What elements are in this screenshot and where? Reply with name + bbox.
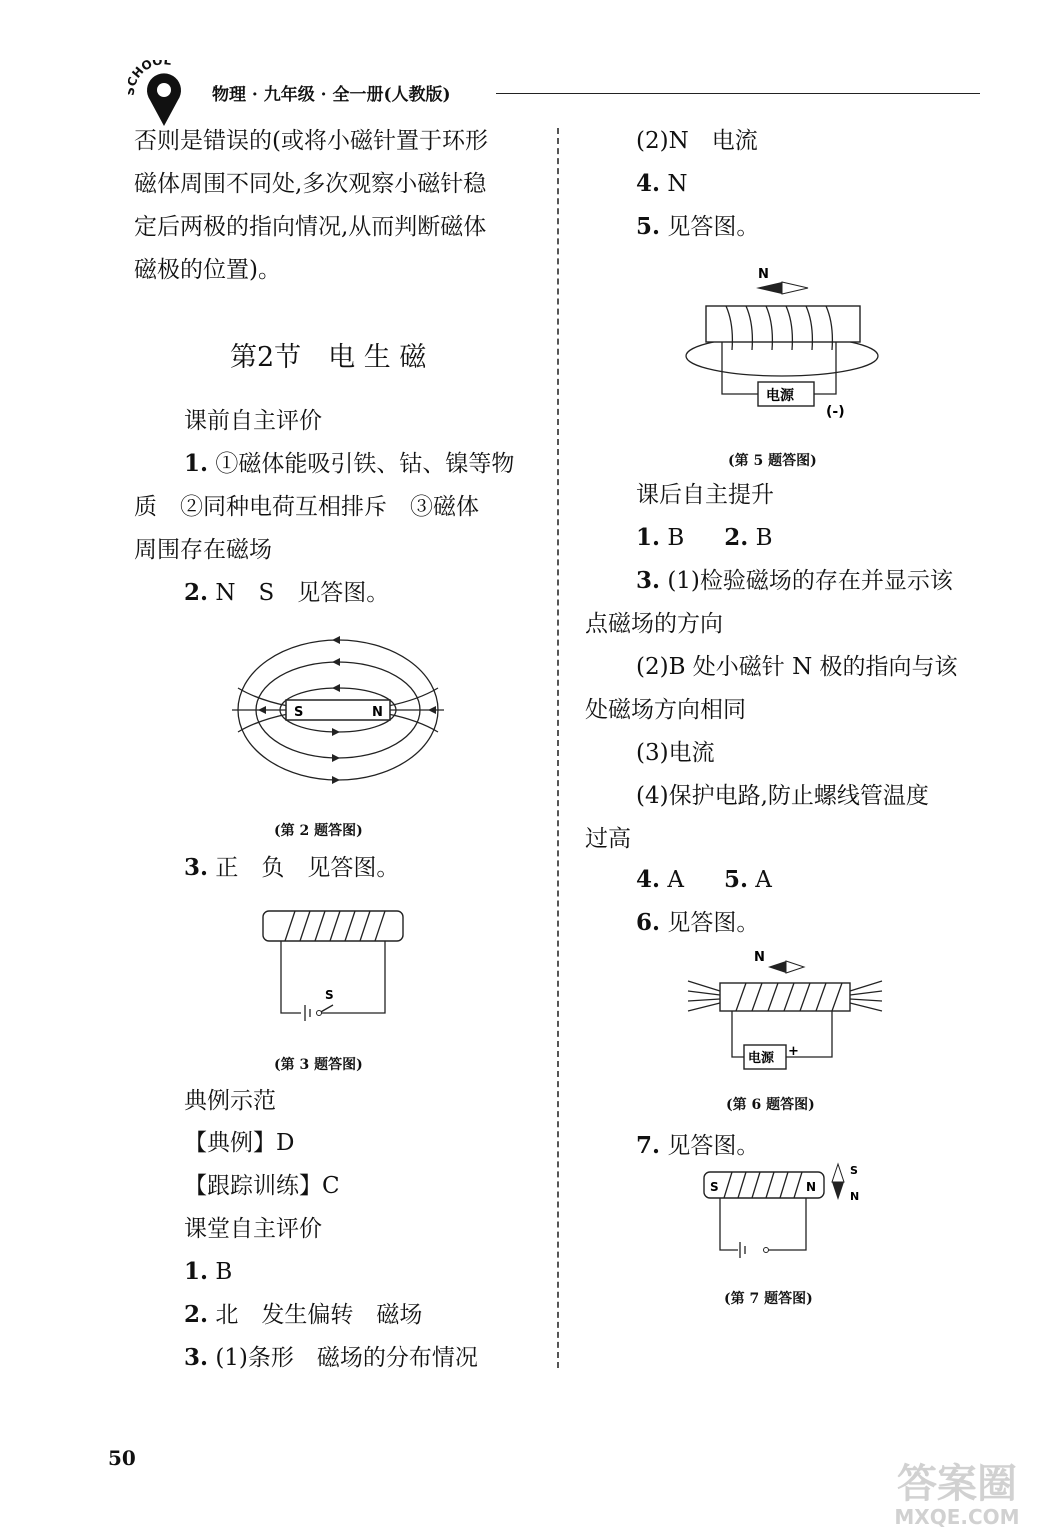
- page-number: 50: [108, 1446, 136, 1470]
- section-title: 第2节 电 生 磁: [230, 342, 427, 373]
- fig5-source-label: 电源: [766, 388, 794, 404]
- fig5-minus-label: (-): [826, 404, 845, 420]
- p3-line-4: 处磁场方向相同: [585, 697, 746, 723]
- fig6-source-label: 电源: [748, 1051, 775, 1066]
- fig6-n-label: N: [754, 950, 765, 965]
- class-eval-heading: 课堂自主评价: [184, 1216, 322, 1242]
- example-heading: 典例示范: [184, 1088, 276, 1114]
- logo-text: HOOL: [129, 60, 173, 81]
- p3-line-5: (3)电流: [636, 740, 715, 766]
- p3-line-2: 点磁场的方向: [585, 611, 723, 637]
- p3-line-1: 3. (1)检验磁场的存在并显示该: [636, 567, 953, 594]
- c3-line: 3. (1)条形 磁场的分布情况: [184, 1344, 478, 1371]
- c1-line: 1. B: [184, 1258, 233, 1285]
- example-answer: 【典例】D: [184, 1130, 295, 1156]
- r5-line: 5. 见答图。: [636, 213, 760, 240]
- fig7-caption: (第 7 题答图): [724, 1291, 813, 1307]
- q1-line-2: 质 ②同种电荷互相排斥 ③磁体: [134, 494, 479, 520]
- school-logo: [128, 60, 198, 130]
- location-pin-icon: [128, 60, 198, 130]
- watermark-bottom: MXQE.COM: [894, 1505, 1020, 1529]
- header-title: 物理 · 九年级 · 全一册(人教版): [212, 85, 451, 105]
- p3-line-3: (2)B 处小磁针 N 极的指向与该: [636, 654, 958, 680]
- p3-line-7: 过高: [585, 826, 631, 852]
- fig5-caption: (第 5 题答图): [728, 453, 817, 469]
- c2-line: 2. 北 发生偏转 磁场: [184, 1301, 423, 1328]
- p45-line: 4. A 5. A: [636, 866, 772, 893]
- fig3-caption: (第 3 题答图): [274, 1057, 363, 1073]
- fig7-s-label: S: [710, 1180, 719, 1194]
- fig7-needle-s: S: [850, 1164, 858, 1177]
- watermark: [872, 1462, 1042, 1532]
- fig7-solenoid-diagram: [700, 1160, 880, 1260]
- fig6-plus-label: +: [788, 1044, 799, 1059]
- tracking-answer: 【跟踪训练】C: [184, 1173, 340, 1199]
- watermark-top: 答案圈: [897, 1460, 1017, 1507]
- left-para-line-4: 磁极的位置)。: [134, 257, 281, 283]
- column-divider: [557, 128, 559, 1368]
- left-para-line-3: 定后两极的指向情况,从而判断磁体: [134, 214, 487, 240]
- fig6-solenoid-diagram: [686, 945, 886, 1075]
- p3-line-6: (4)保护电路,防止螺线管温度: [636, 783, 929, 809]
- fig3-switch-label: S: [325, 988, 334, 1002]
- fig2-bar-magnet-diagram: [228, 630, 448, 810]
- fig5-solenoid-diagram: [682, 262, 882, 422]
- post-eval-heading: 课后自主提升: [636, 482, 774, 508]
- fig2-n-label: N: [372, 705, 383, 720]
- fig7-needle-n: N: [850, 1190, 860, 1203]
- fig6-caption: (第 6 题答图): [726, 1097, 815, 1113]
- fig2-caption: (第 2 题答图): [274, 823, 363, 839]
- fig5-needle-north: [756, 282, 782, 294]
- fig2-s-label: S: [294, 705, 304, 720]
- fig5-n-label: N: [758, 267, 769, 282]
- left-para-line-1: 否则是错误的(或将小磁针置于环形: [134, 128, 488, 154]
- r4-line: 4. N: [636, 170, 688, 197]
- q3-line: 3. 正 负 见答图。: [184, 854, 400, 881]
- q1-line-1: 1. ①磁体能吸引铁、钴、镍等物: [184, 450, 515, 477]
- p6-line: 6. 见答图。: [636, 909, 760, 936]
- p7-line: 7. 见答图。: [636, 1132, 760, 1159]
- q1-line-3: 周围存在磁场: [134, 537, 272, 563]
- left-para-line-2: 磁体周围不同处,多次观察小磁针稳: [134, 171, 487, 197]
- fig3-solenoid-circuit: [255, 905, 415, 1030]
- fig7-n-label: N: [806, 1180, 817, 1194]
- pre-eval-heading: 课前自主评价: [184, 408, 322, 434]
- q2-line: 2. N S 见答图。: [184, 579, 390, 606]
- r-2-line: (2)N 电流: [636, 128, 758, 154]
- p12-line: 1. B 2. B: [636, 524, 773, 551]
- header-rule: [496, 93, 980, 94]
